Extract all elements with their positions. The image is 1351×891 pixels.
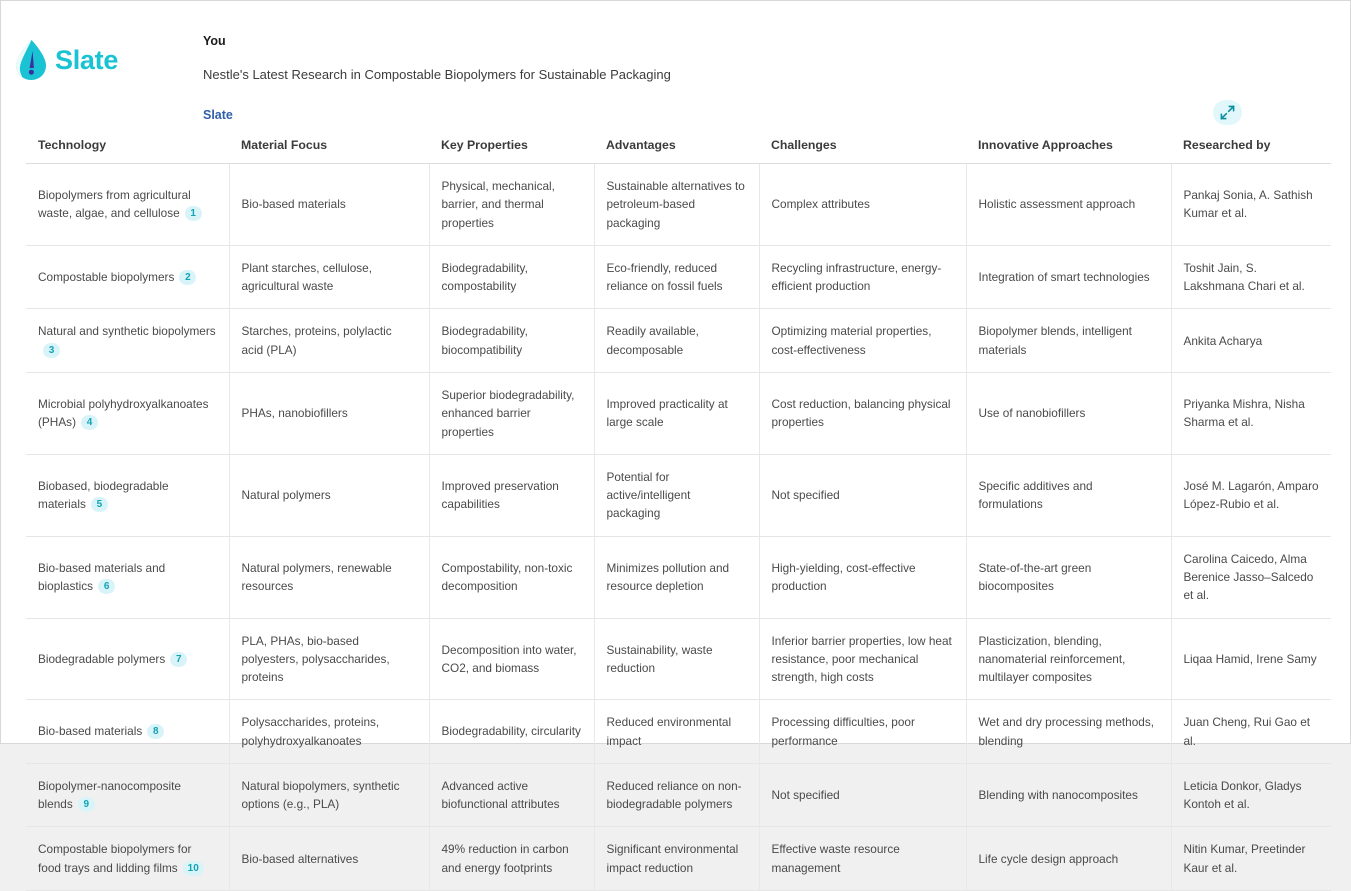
table-cell-innovative-approaches [966,700,1171,764]
cell-text: Toshit Jain, S. Lakshmana Chari et al. [1183,260,1305,294]
table-cell-researched-by [1171,827,1331,891]
cell-text: Improved practicality at large scale [606,397,728,430]
user-label: You [203,34,226,48]
cell-text: Physical, mechanical, barrier, and thermal properties [441,179,555,230]
table-cell-advantages [594,827,759,891]
table-cell-technology [26,618,229,700]
cell-text: Bio-based materials and bioplastics [38,560,166,594]
table-cell-material-focus [229,827,429,891]
cell-text: Sustainable alternatives to petroleum-based packaging [606,179,745,230]
citation-badge[interactable]: 9 [78,797,95,812]
citation-badge[interactable]: 8 [147,724,164,739]
cell-text: Reduced environmental impact [606,715,732,748]
table-cell-researched-by [1171,763,1331,827]
cell-text: Biobased, biodegradable materials [38,478,169,512]
table-cell-advantages [594,372,759,454]
cell-text: Bio-based materials [241,197,346,212]
cell-text: Natural biopolymers, synthetic options (e.g., PLA) [241,778,400,812]
table-cell-material-focus [229,536,429,618]
table-cell-technology [26,536,229,618]
cell-text: Cost reduction, balancing physical properties [771,397,951,430]
table-row [26,618,1331,700]
column-header-advantages: Advantages [594,132,759,164]
cell-text: Starches, proteins, polylactic acid (PLA) [241,324,392,357]
table-cell-innovative-approaches [966,618,1171,700]
cell-text: Polysaccharides, proteins, polyhydroxyalkanoates [241,715,380,748]
table-cell-challenges [759,454,966,536]
table-cell-key-properties [429,700,594,764]
cell-text: Eco-friendly, reduced reliance on fossil fuels [606,260,723,294]
cell-text: Plasticization, blending, nanomaterial reinforcement, multilayer composites [978,633,1126,685]
table-cell-technology [26,372,229,454]
citation-badge[interactable]: 1 [185,206,202,221]
cell-text: 49% reduction in carbon and energy footprints [441,842,569,875]
cell-text: Reduced reliance on non-biodegradable polymers [606,778,742,812]
table-row [26,245,1331,309]
table-cell-material-focus [229,372,429,454]
table-cell-key-properties [429,245,594,309]
column-header-key-properties: Key Properties [429,132,594,164]
table-cell-researched-by [1171,536,1331,618]
table-cell-challenges [759,309,966,373]
cell-text: Biopolymers from agricultural waste, algae, and cellulose [38,188,191,221]
cell-text: Carolina Caicedo, Alma Berenice Jasso–Salcedo et al. [1183,551,1314,603]
table-cell-advantages [594,700,759,764]
table-cell-material-focus [229,309,429,373]
cell-text: Optimizing material properties, cost-effectiveness [771,324,932,357]
table-cell-advantages [594,536,759,618]
table-cell-material-focus [229,245,429,309]
cell-text: Recycling infrastructure, energy-efficient production [771,260,942,294]
cell-text: Life cycle design approach [978,851,1119,866]
table-cell-key-properties [429,372,594,454]
cell-text: Biodegradable polymers [38,651,166,666]
table-cell-technology [26,454,229,536]
table-row [26,700,1331,764]
cell-text: Compostable biopolymers [38,269,175,284]
column-header-technology: Technology [26,132,229,164]
cell-text: Compostability, non-toxic decomposition [441,560,573,594]
table-cell-challenges [759,164,966,246]
table-cell-challenges [759,700,966,764]
table-cell-material-focus [229,454,429,536]
table-cell-key-properties [429,454,594,536]
table-cell-researched-by [1171,245,1331,309]
cell-text: Ankita Acharya [1183,333,1263,348]
cell-text: Decomposition into water, CO2, and biomass [441,642,577,675]
table-row [26,372,1331,454]
cell-text: Biodegradability, biocompatibility [441,324,528,357]
table-cell-researched-by [1171,454,1331,536]
table-cell-advantages [594,763,759,827]
cell-text: Wet and dry processing methods, blending [978,715,1155,748]
table-cell-innovative-approaches [966,372,1171,454]
cell-text: Sustainability, waste reduction [606,642,713,675]
cell-text: Holistic assessment approach [978,197,1136,212]
column-header-innovative-approaches: Innovative Approaches [966,132,1171,164]
table-cell-technology [26,700,229,764]
cell-text: Potential for active/intelligent packaging [606,469,691,521]
table-cell-innovative-approaches [966,309,1171,373]
results-table-container [26,132,1331,891]
table-cell-innovative-approaches [966,763,1171,827]
cell-text: High-yielding, cost-effective production [771,560,916,594]
table-row [26,763,1331,827]
table-cell-researched-by [1171,618,1331,700]
cell-text: Nitin Kumar, Preetinder Kaur et al. [1183,842,1306,875]
cell-text: PHAs, nanobiofillers [241,406,348,421]
table-cell-challenges [759,245,966,309]
citation-badge[interactable]: 3 [43,343,60,358]
table-cell-material-focus [229,618,429,700]
citation-badge[interactable]: 7 [170,652,187,667]
assistant-label-link[interactable]: Slate [203,107,233,122]
cell-text: Plant starches, cellulose, agricultural waste [241,260,372,294]
cell-text: Natural and synthetic biopolymers [38,324,216,339]
table-cell-technology [26,763,229,827]
research-comparison-table [26,132,1331,891]
cell-text: Minimizes pollution and resource depletion [606,560,730,594]
table-header [26,132,1331,164]
table-cell-innovative-approaches [966,245,1171,309]
column-header-material-focus: Material Focus [229,132,429,164]
table-row [26,827,1331,891]
table-row [26,164,1331,246]
column-header-researched-by: Researched by [1171,132,1331,164]
cell-text: José M. Lagarón, Amparo López-Rubio et al. [1183,478,1319,512]
cell-text: Liqaa Hamid, Irene Samy [1183,651,1317,666]
table-body [26,164,1331,891]
table-cell-innovative-approaches [966,827,1171,891]
table-cell-technology [26,164,229,246]
table-cell-researched-by [1171,700,1331,764]
table-cell-technology [26,827,229,891]
table-header-row [26,132,1331,164]
table-cell-technology [26,309,229,373]
cell-text: Leticia Donkor, Gladys Kontoh et al. [1183,778,1302,812]
citation-badge[interactable]: 4 [81,415,98,430]
cell-text: Bio-based materials [38,724,143,739]
cell-text: Natural polymers, renewable resources [241,560,392,594]
cell-text: Processing difficulties, poor performance [771,715,915,748]
table-cell-key-properties [429,618,594,700]
cell-text: Integration of smart technologies [978,269,1150,284]
droplet-logo-icon [14,39,48,81]
cell-text: Significant environmental impact reduction [606,842,739,875]
table-cell-material-focus [229,700,429,764]
cell-text: Biodegradability, compostability [441,260,528,294]
cell-text: Improved preservation capabilities [441,478,559,512]
table-cell-innovative-approaches [966,454,1171,536]
cell-text: Biopolymer-nanocomposite blends [38,778,181,812]
cell-text: Bio-based alternatives [241,851,359,866]
cell-text: Use of nanobiofillers [978,406,1086,421]
cell-text: Natural polymers [241,488,331,503]
cell-text: Compostable biopolymers for food trays and lidding films [38,842,192,875]
table-cell-key-properties [429,164,594,246]
cell-text: Not specified [771,488,840,503]
table-cell-advantages [594,454,759,536]
cell-text: State-of-the-art green biocomposites [978,560,1092,594]
cell-text: Advanced active biofunctional attributes [441,778,560,812]
cell-text: Effective waste resource management [771,842,900,875]
conversation-block [203,34,1230,124]
citation-badge[interactable]: 5 [91,497,108,512]
table-cell-challenges [759,763,966,827]
cell-text: Not specified [771,788,840,803]
table-cell-challenges [759,618,966,700]
cell-text: Microbial polyhydroxyalkanoates (PHAs) [38,397,209,430]
table-cell-technology [26,245,229,309]
cell-text: Specific additives and formulations [978,478,1093,512]
cell-text: Superior biodegradability, enhanced barrier properties [441,387,575,439]
table-cell-researched-by [1171,164,1331,246]
page-header [1,1,1350,123]
cell-text: Juan Cheng, Rui Gao et al. [1183,715,1311,748]
table-cell-innovative-approaches [966,164,1171,246]
cell-text: Blending with nanocomposites [978,788,1138,803]
table-cell-key-properties [429,309,594,373]
table-cell-key-properties [429,827,594,891]
table-cell-researched-by [1171,309,1331,373]
table-cell-innovative-approaches [966,536,1171,618]
user-query-text: Nestle's Latest Research in Compostable Biopolymers for Sustainable Packaging [203,67,671,82]
expand-table-button[interactable] [1213,100,1242,125]
cell-text: Biopolymer blends, intelligent materials [978,324,1132,357]
table-cell-challenges [759,372,966,454]
table-cell-advantages [594,618,759,700]
table-cell-material-focus [229,763,429,827]
column-header-challenges: Challenges [759,132,966,164]
cell-text: PLA, PHAs, bio-based polyesters, polysaccharides, proteins [241,633,390,685]
cell-text: Complex attributes [771,197,870,212]
cell-text: Pankaj Sonia, A. Sathish Kumar et al. [1183,188,1313,221]
cell-text: Inferior barrier properties, low heat resistance, poor mechanical strength, high costs [771,633,952,685]
expand-diagonal-icon [1220,105,1235,120]
cell-text: Readily available, decomposable [606,324,699,357]
table-cell-advantages [594,309,759,373]
table-cell-advantages [594,245,759,309]
cell-text: Biodegradability, circularity [441,724,581,739]
table-row [26,454,1331,536]
citation-badge[interactable]: 10 [183,861,204,876]
brand-logo[interactable] [14,39,118,81]
table-cell-key-properties [429,763,594,827]
table-cell-key-properties [429,536,594,618]
brand-name: Slate [55,44,119,75]
citation-badge[interactable]: 2 [179,270,196,285]
table-cell-challenges [759,536,966,618]
table-row [26,309,1331,373]
table-row [26,536,1331,618]
cell-text: Priyanka Mishra, Nisha Sharma et al. [1183,397,1305,430]
table-cell-researched-by [1171,372,1331,454]
citation-badge[interactable]: 6 [98,579,115,594]
table-cell-advantages [594,164,759,246]
table-cell-material-focus [229,164,429,246]
table-cell-challenges [759,827,966,891]
